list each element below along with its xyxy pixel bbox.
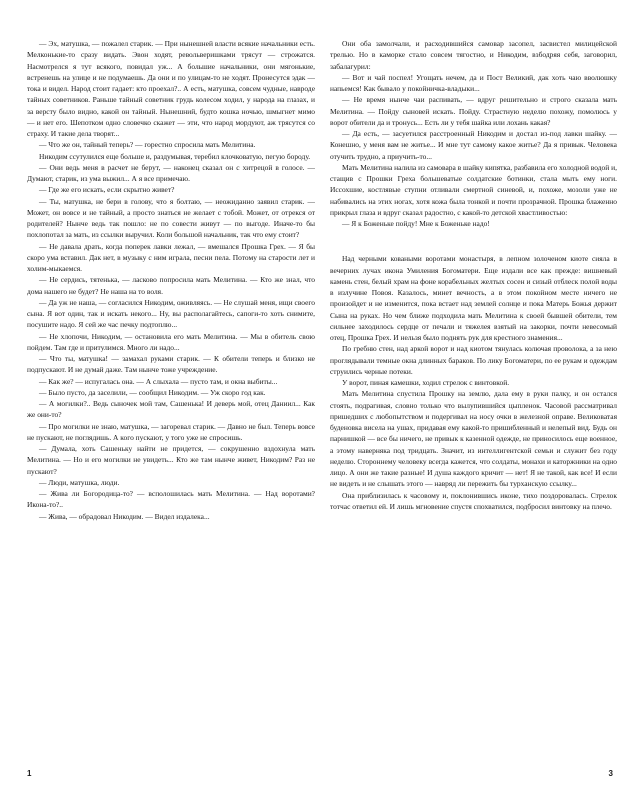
paragraph: — Да есть, — засуетился расстроенный Никодим и достал из-под лавки шайку. — Конешно, у меня вам не житье... И мне тут самому какое житье? Да я привык. Человека отучить трудно, а приучить-то... [330, 129, 617, 161]
paragraph: — Что ты, матушка! — замахал руками старик. — К обители теперь и близко не подпускают. И не думай даже. Там нынче тоже учреждение. [27, 354, 315, 375]
paragraph: — Да уж не наша, — согласился Никодим, оживляясь. — Не слушай меня, ищи своего сына. Я вот один, так и искать некого... Ну, вы располагайтесь, сапоги-то хоть снимите, посушите надо. Я сей же час печку подтоплю... [27, 297, 315, 330]
paragraph: У ворот, пиная камешки, ходил стрелок с винтовкой. [342, 378, 510, 387]
paragraph: — Не хлопочи, Никодим, — остановила его мать Мелитина. — Мы в обитель свою пойдем. Там где и притулимся. Много ли надо... [27, 331, 315, 352]
paragraph: Никодим ссутулился еще больше и, раздумывая, теребил клочковатую, пегую бороду. [39, 151, 311, 161]
paragraph: — Думала, хоть Сашеньку найти не придется, — сокрушенно вздохнула мать Мелитина. — Но и его могилки не увидеть... Кто же там нынче живет, Никодим? Раз не пускают? [27, 444, 315, 476]
paragraph: Они оба замолчали, и расходившийся самовар засопел, засвистел милицейской трелью. Но в каморке стало совсем тягостно, и Никодим, взбодряя себя, заговорил, забалагурил: [330, 39, 617, 71]
paragraph: — Про могилки не знаю, матушка, — загоревал старик. — Давно не был. Теперь вовсе не пускают, не поглядишь. А кого пускают, у того уже не спросишь. [27, 421, 315, 442]
paragraph: — Я к Боженьке пойду! Мне к Боженьке надо! [342, 219, 490, 228]
paragraph: — Не время нынче чаи распивать, — вдруг решительно и строго сказала мать Мелитина. — Пойду сыновей искать. Пойду. Страстную неделю похожу, помолюсь у ворот обители да и тронусь... Есть ли у тебя шайка или лохань какая? [330, 95, 617, 127]
page-number-right: 3 [608, 769, 613, 778]
section-break-paragraph: Над черными коваными воротами монастыря, в лепном золоченом киоте сияла в вечерних лучах икона Умиления Богоматери. Еще издали все как прежде: вишневый камень стен, белый храм на фоне корабельных желтых сосен и сизый отблеск полой воды в излучине Повоя. Казалось, минет вечность, а в этом покойном месте ничего не произойдет и не изменится, пока встает над землей солнце и пока Матерь Божья держит Сына на руках. Но чем ближе подходила мать Мелитина к своей бывшей обители, тем сильнее заходилось сердце от печали и тяжелея взятый на закорки, почти невесомый отец, Прошка Грех. И нельзя было поднять рук для крестного знамения... [330, 254, 617, 342]
paragraph: — Не давала драть, когда поперек лавки лежал, — вмешался Прошка Грех. — Я бы скоро ума вставил. Дак нет, в музыку с ним играла, песни пела. Потому на старости лет и холим-мыкаемся. [27, 241, 315, 273]
paragraph: Мать Мелитина налила из самовара в шайку кипятка, разбавила его холодной водой и, стащив с Прошки Греха большеватые солдатские ботинки, стала мыть ему ноги. Иссохшие, костлявые ступни отливали смертной синевой, и, похоже, мозоли уже не набивались на этих ногах, хотя кожа была тонкой и почти прозрачной. Прошка блаженно прикрыл глаза и вдруг сказал радостно, с какой-то детской хвастливостью: [330, 162, 617, 217]
paragraph: — Вот и чай поспел! Угощать нечем, да и Пост Великий, дак хоть чаю вволюшку напьемся! Как бывало у покойничка-владыки... [330, 72, 617, 93]
paragraph: Она приблизилась к часовому и, поклонившись иконе, тихо поздоровалась. Стрелок тотчас ответил ей. И лишь мгновение спустя спохватился, подбросил винтовку на плечо. [330, 490, 617, 511]
paragraph: — Не сердись, тятенька, — ласково попросила мать Мелитина. — Кто же знал, что дома нашего не будет? Не наша на то воля. [27, 275, 315, 296]
paragraph: — Люди, матушка, люди. [39, 477, 120, 487]
left-column [27, 38, 315, 522]
paragraph: — Где же его искать, если скрытно живет? [39, 185, 175, 195]
paragraph: — Они ведь меня в расчет не берут, — наконец сказал он с хитрецой в голосе. — Думают, старик, из ума выжил... А я все примечаю. [27, 162, 315, 183]
paragraph: — Что же он, тайный теперь? — горестно спросила мать Мелитина. [39, 140, 256, 150]
paragraph: — Ты, матушка, не бери в голову, что я болтаю, — неожиданно заявил старик. — Может, он вовсе и не тайный, а просто знаться не желает с тобой. Может, от отрекся от родителей? Нынче ведь так пошло: не по совести живут — по выгоде. Иначе-то бы похлопотал за мать, из ссылки выручил. Коли большой начальник, так что ему стоит? [27, 196, 315, 240]
paragraph: — Как же? — испугалась она. — А слыхала — пусто там, и окна выбиты... [39, 376, 278, 386]
paragraph: — А могилки?.. Ведь сыночек мой там, Сашенька! И деверь мой, отец Даниил... Как же они-то? [27, 399, 315, 420]
page-number-left: 1 [27, 769, 32, 778]
paragraph: — Эх, матушка, — пожалел старик. — При нынешней власти всякие начальники есть. Мелконькие-то сразу видать. Эвон ходят, револьверишками трясут — строжатся. Насмотрелся я тут всякого, повидал уж... А большие начальники, они мягонькие, встренешь на улице и не подумаешь. Да они и по улицам-то не ходят. Пронесутся эдак — тока и видел. Народ стоит гадает: кто проехал?.. А есть, матушка, совсем чудные, навроде тайных советников. Раньше тайный советник грудь колесом ходил, у народа на глазах, и за версту было видно, какой он тайный. Нынешний, будто кошка ночью, шмыгнет мимо — и нет его. Шепотком одно словечко скажет — эти, что народ мордуют, аж трясутся со страху. И такие дела творят... [27, 39, 315, 138]
paragraph: — Жива, — обрадовал Никодим. — Видел издалека... [39, 511, 210, 521]
paragraph: Мать Мелитина спустила Прошку на землю, дала ему в руки палку, и он остался стоять, подрагивая, словно только что вылупившийся цыпленок. Часовой рассматривал пришедших с любопытством и подергивал на носу очки в железной оправе. Великоватая буденовка висела на ушах, придавая ему какой-то пришибленный и нелепый вид. Будь он парнишкой — все бы ничего, не привык к казенной одежде, не приносилось еще военное, а этому наверняка под тридцать. Значит, из интеллигентской семьи и служит без году неделю. Стороннему человеку всегда кажется, что солдаты, монахи и каторжники на одно лицо. А они же такие разные! И душа каждого кричит — нет! Я не такой, как все! И если не видеть и не слышать этого — навряд ли пережить бы турханскую ссылку... [330, 389, 617, 489]
paragraph: По гребню стен, над аркой ворот и над киотом тянулась колючая проволока, а за нею проглядывали темные окна длинных бараков. По лику Богоматери, по ее рукам и одеждам струились черные потеки. [330, 344, 617, 376]
paragraph: — Было пусто, да заселили, — сообщил Никодим. — Уж скоро год как. [39, 387, 266, 397]
paragraph: — Жива ли Богородица-то? — всполошилась мать Мелитина. — Над воротами? Икона-то?.. [27, 489, 315, 510]
right-column [330, 38, 617, 512]
